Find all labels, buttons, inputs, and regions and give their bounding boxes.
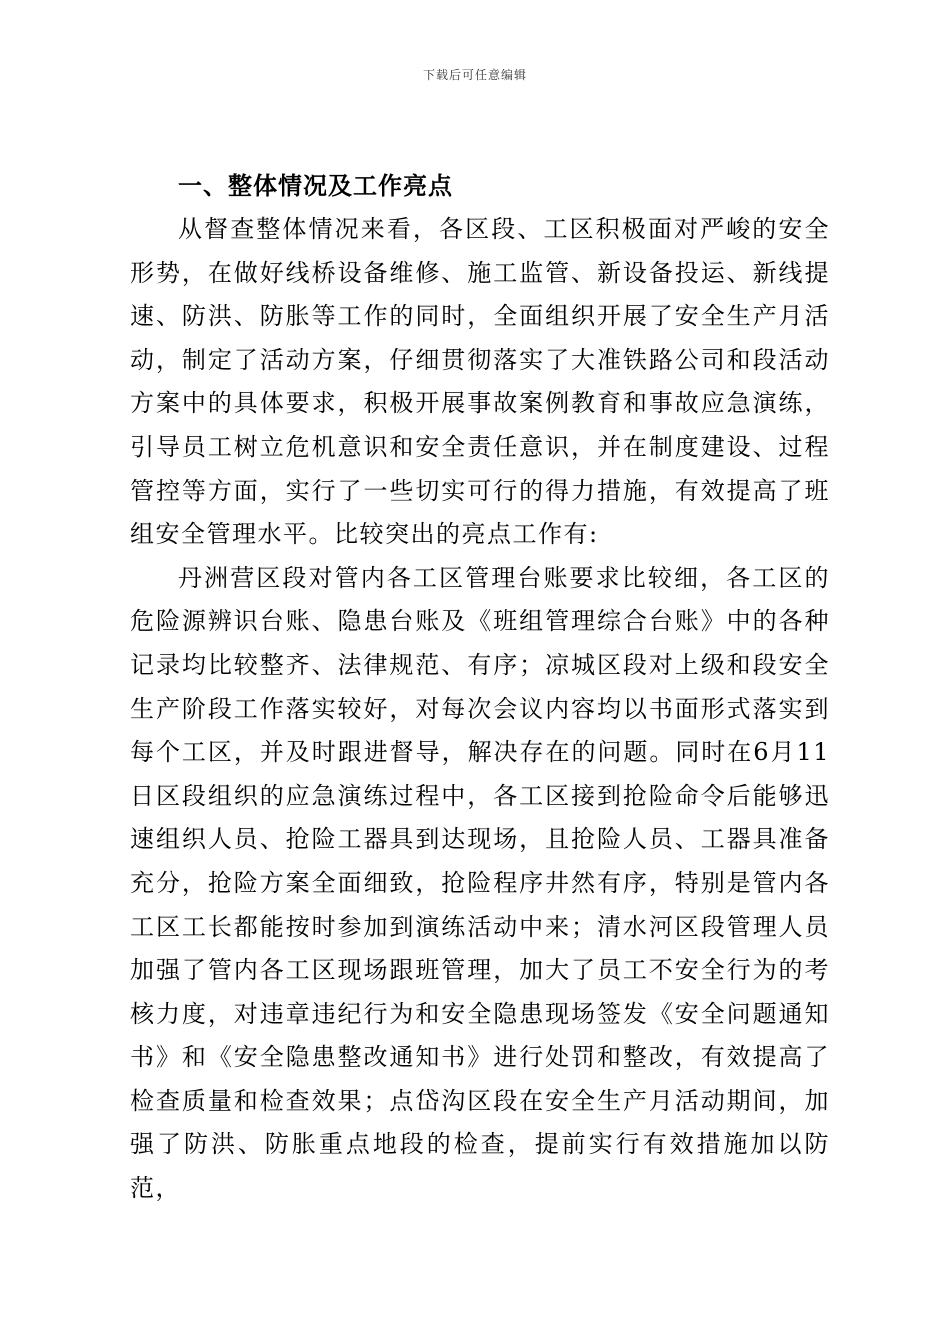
paragraph-highlights: 丹洲营区段对管内各工区管理台账要求比较细，各工区的危险源辨识台账、隐患台账及《班组管理综合台账》中的各种记录均比较整齐、法律规范、有序；凉城区段对上级和段安全生产阶段工作落实较好，对每次会议内容均以书面形式落实到每个工区，并及时跟进督导，解决存在的问题。同时在6月11日区段组织的应急演练过程中，各工区接到抢险命令后能够迅速组织人员、抢险工器具到达现场，且抢险人员、工器具准备充分，抢险方案全面细致，抢险程序井然有序，特别是管内各工区工长都能按时参加到演练活动中来；清水河区段管理人员加强了管内各工区现场跟班管理，加大了员工不安全行为的考核力度，对违章违纪行为和安全隐患现场签发《安全问题通知书》和《安全隐患整改通知书》进行处罚和整改，有效提高了检查质量和检查效果；点岱沟区段在安全生产月活动期间，加强了防洪、防胀重点地段的检查，提前实行有效措施加以防范，: [130, 563, 830, 1203]
section-heading: 一、整体情况及工作亮点: [178, 172, 453, 200]
document-body: [130, 166, 830, 1211]
paragraph-overview: 从督查整体情况来看，各区段、工区积极面对严峻的安全形势，在做好线桥设备维修、施工监管、新设备投运、新线提速、防洪、防胀等工作的同时，全面组织开展了安全生产月活动，制定了活动方案，仔细贯彻落实了大准铁路公司和段活动方案中的具体要求，积极开展事故案例教育和事故应急演练，引导员工树立危机意识和安全责任意识，并在制度建设、过程管控等方面，实行了一些切实可行的得力措施，有效提高了班组安全管理水平。比较突出的亮点工作有:: [130, 215, 830, 549]
header-note: 下载后可任意编辑: [422, 68, 527, 82]
